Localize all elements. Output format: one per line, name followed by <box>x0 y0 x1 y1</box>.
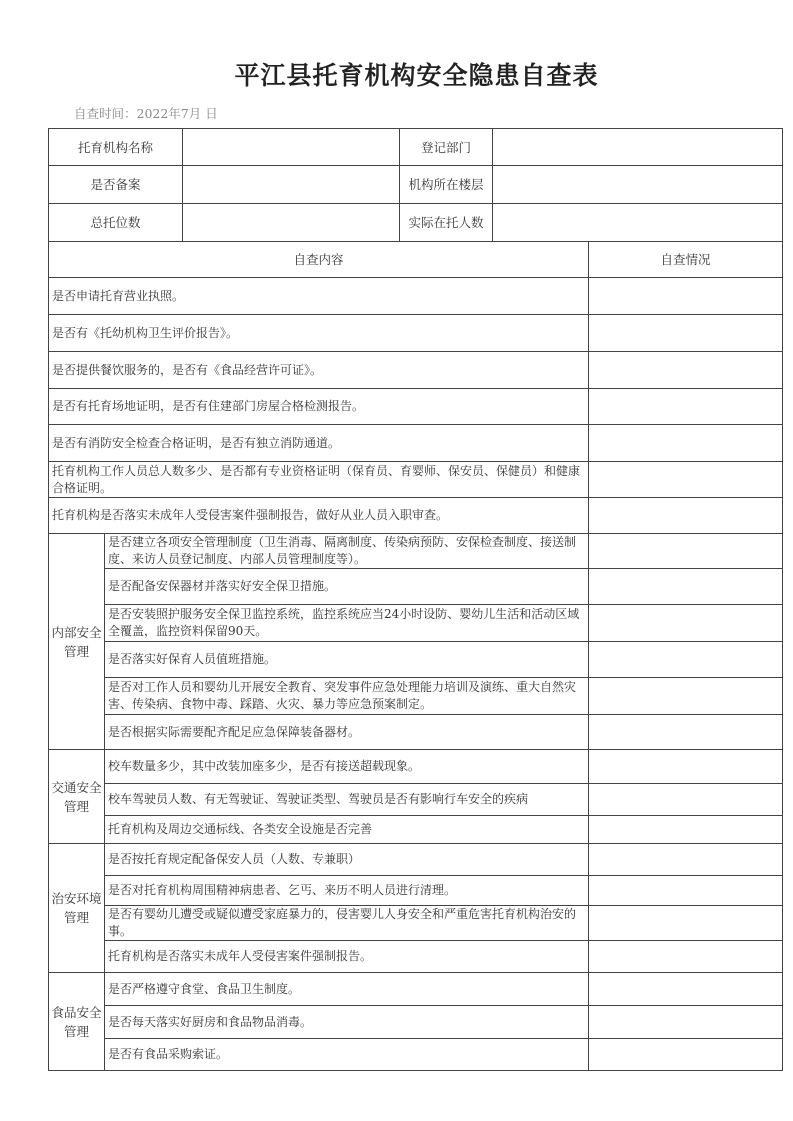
table-row <box>49 569 783 605</box>
check-item: 托育机构及周边交通标线、各类安全设施是否完善 <box>105 816 589 844</box>
table-row <box>49 784 783 816</box>
table-row <box>49 166 783 204</box>
check-status-cell[interactable] <box>589 315 783 352</box>
table-row <box>49 844 783 876</box>
check-item: 是否配备安保器材并落实好安全保卫措施。 <box>105 569 589 605</box>
check-item: 托育机构是否落实未成年人受侵害案件强制报告。 <box>105 941 589 973</box>
check-status-cell[interactable] <box>589 462 783 498</box>
check-status-cell[interactable] <box>589 784 783 816</box>
table-row <box>49 242 783 278</box>
check-item: 是否落实好保育人员值班措施。 <box>105 642 589 678</box>
field-value-input[interactable] <box>183 129 400 166</box>
document-title: 平江县托育机构安全隐患自查表 <box>234 61 599 90</box>
field-label: 实际在托人数 <box>400 204 493 242</box>
table-row <box>49 425 783 462</box>
check-status-cell[interactable] <box>589 678 783 715</box>
check-status-cell[interactable] <box>589 715 783 750</box>
field-label: 总托位数 <box>49 204 183 242</box>
field-label: 登记部门 <box>400 129 493 166</box>
check-status-cell[interactable] <box>589 425 783 462</box>
check-status-cell[interactable] <box>589 844 783 876</box>
check-item: 是否申请托育营业执照。 <box>49 278 589 315</box>
check-item: 是否有消防安全检查合格证明，是否有独立消防通道。 <box>49 425 589 462</box>
table-row <box>49 352 783 389</box>
check-status-cell[interactable] <box>589 605 783 642</box>
check-item: 是否每天落实好厨房和食品物品消毒。 <box>105 1006 589 1039</box>
check-item: 是否根据实际需要配齐配足应急保障装备器材。 <box>105 715 589 750</box>
check-item: 是否对托育机构周围精神病患者、乞丐、来历不明人员进行清理。 <box>105 876 589 906</box>
table-row <box>49 204 783 242</box>
field-value-input[interactable] <box>493 204 783 242</box>
check-status-cell[interactable] <box>589 750 783 784</box>
check-status-cell[interactable] <box>589 642 783 678</box>
check-status-cell[interactable] <box>589 389 783 425</box>
check-status-cell[interactable] <box>589 1006 783 1039</box>
table-row <box>49 462 783 498</box>
field-value-input[interactable] <box>183 166 400 204</box>
check-status-cell[interactable] <box>589 876 783 906</box>
category-label: 食品安全管理 <box>49 973 105 1071</box>
field-value-input[interactable] <box>493 166 783 204</box>
check-status-cell[interactable] <box>589 534 783 569</box>
field-value-input[interactable] <box>493 129 783 166</box>
table-row <box>49 906 783 941</box>
table-row <box>49 605 783 642</box>
table-row <box>49 715 783 750</box>
self-check-table <box>48 128 783 1071</box>
check-status-cell[interactable] <box>589 569 783 605</box>
check-status-cell[interactable] <box>589 973 783 1006</box>
check-item: 校车数量多少，其中改装加座多少，是否有接送超载现象。 <box>105 750 589 784</box>
category-label: 治安环境管理 <box>49 844 105 973</box>
check-item: 是否对工作人员和婴幼儿开展安全教育、突发事件应急处理能力培训及演练、重大自然灾害、传染病、食物中毒、踩踏、火灾、暴力等应急预案制定。 <box>105 678 589 715</box>
check-status-cell[interactable] <box>589 941 783 973</box>
table-row <box>49 750 783 784</box>
check-status-cell[interactable] <box>589 906 783 941</box>
field-label: 机构所在楼层 <box>400 166 493 204</box>
check-item: 是否有食品采购索证。 <box>105 1039 589 1071</box>
table-row <box>49 941 783 973</box>
check-status-cell[interactable] <box>589 498 783 534</box>
check-status-cell[interactable] <box>589 816 783 844</box>
check-status-cell[interactable] <box>589 278 783 315</box>
table-row <box>49 498 783 534</box>
check-item: 是否严格遵守食堂、食品卫生制度。 <box>105 973 589 1006</box>
table-row <box>49 973 783 1006</box>
table-row <box>49 389 783 425</box>
check-item: 校车驾驶员人数、有无驾驶证、驾驶证类型、驾驶员是否有影响行车安全的疾病 <box>105 784 589 816</box>
check-item: 是否安装照护服务安全保卫监控系统，监控系统应当24小时设防、婴幼儿生活和活动区域全覆盖，监控资料保留90天。 <box>105 605 589 642</box>
check-status-cell[interactable] <box>589 352 783 389</box>
category-label: 内部安全管理 <box>49 534 105 750</box>
check-item: 托育机构工作人员总人数多少、是否都有专业资格证明（保育员、育婴师、保安员、保健员）和健康合格证明。 <box>49 462 589 498</box>
field-value-input[interactable] <box>183 204 400 242</box>
table-row <box>49 678 783 715</box>
status-header: 自查情况 <box>589 242 783 278</box>
field-label: 是否备案 <box>49 166 183 204</box>
check-item: 是否有婴幼儿遭受或疑似遭受家庭暴力的，侵害婴儿人身安全和严重危害托育机构治安的事。 <box>105 906 589 941</box>
table-row <box>49 129 783 166</box>
check-status-cell[interactable] <box>589 1039 783 1071</box>
check-item: 托育机构是否落实未成年人受侵害案件强制报告，做好从业人员入职审查。 <box>49 498 589 534</box>
check-item: 是否按托育规定配备保安人员（人数、专兼职） <box>105 844 589 876</box>
content-header: 自查内容 <box>49 242 589 278</box>
table-row <box>49 642 783 678</box>
table-row <box>49 315 783 352</box>
check-item: 是否有托育场地证明，是否有住建部门房屋合格检测报告。 <box>49 389 589 425</box>
table-row <box>49 816 783 844</box>
check-item: 是否建立各项安全管理制度（卫生消毒、隔离制度、传染病预防、安保检查制度、接送制度、来访人员登记制度、内部人员管理制度等）。 <box>105 534 589 569</box>
field-label: 托育机构名称 <box>49 129 183 166</box>
self-check-date: 自查时间：2022年7月 日 <box>74 106 218 121</box>
table-row <box>49 876 783 906</box>
check-item: 是否有《托幼机构卫生评价报告》。 <box>49 315 589 352</box>
table-row <box>49 1006 783 1039</box>
table-row <box>49 1039 783 1071</box>
category-label: 交通安全管理 <box>49 750 105 844</box>
table-row <box>49 534 783 569</box>
table-row <box>49 278 783 315</box>
check-item: 是否提供餐饮服务的，是否有《食品经营许可证》。 <box>49 352 589 389</box>
